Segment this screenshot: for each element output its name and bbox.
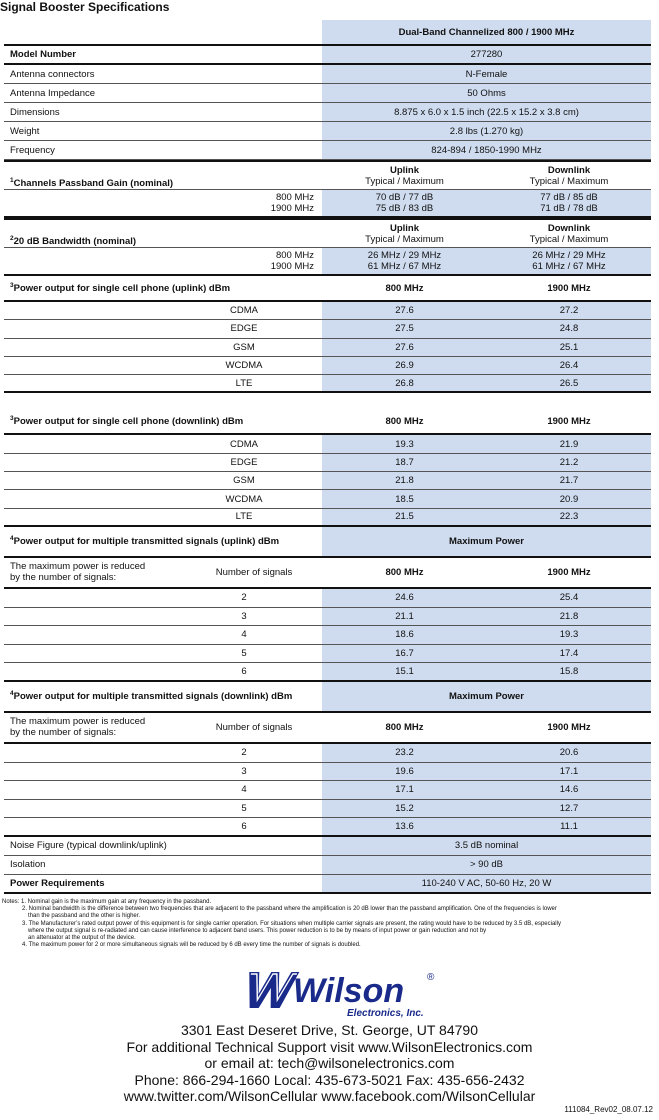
spec-value: > 90 dB: [469, 859, 503, 871]
signal-count: 6: [241, 666, 247, 678]
value-800: 17.1: [395, 784, 414, 796]
table-row: [4, 837, 651, 856]
value-800: 18.5: [395, 493, 414, 505]
value-800: 21.1: [395, 610, 414, 622]
band-label: 800 MHz: [275, 192, 314, 203]
table-row: [4, 800, 651, 819]
technology-label: WCDMA: [225, 360, 263, 372]
value-1900: 26.5: [559, 377, 579, 389]
gain-title: Channels Passband Gain (nominal): [13, 178, 174, 190]
logo-subtitle: Electronics, Inc.: [347, 1008, 424, 1019]
revision-code: 111084_Rev02_08.07.12: [564, 1105, 653, 1114]
value-1900: 15.8: [559, 666, 579, 678]
value-1900: 25.4: [559, 592, 579, 604]
value-800: 27.5: [395, 323, 414, 335]
value-800: 18.7: [395, 456, 414, 468]
table-row: [4, 435, 651, 453]
table-row: [4, 875, 651, 894]
table-row: [4, 589, 651, 608]
multi_down-label: [10, 690, 292, 702]
signal-count: 3: [241, 610, 247, 622]
signal-count: 5: [241, 803, 247, 815]
signal-count: 6: [241, 821, 247, 833]
table-row: [4, 65, 651, 84]
contact-line: 3301 East Deseret Drive, St. George, UT 84790: [180, 1022, 478, 1038]
spec-label: Isolation: [10, 859, 46, 871]
multi_down-title: Power output for multiple transmitted signals (downlink) dBm: [13, 691, 293, 703]
col-1900-header: 1900 MHz: [547, 566, 591, 578]
spec-label: Noise Figure (typical downlink/uplink): [10, 840, 167, 852]
table-row: [4, 713, 651, 744]
table-row: [4, 645, 651, 664]
uplink-value: 75 dB / 83 dB: [375, 203, 434, 214]
specifications-table: [4, 20, 651, 894]
table-row: [4, 375, 651, 393]
col-800-header: 800 MHz: [385, 415, 424, 427]
value-800: 16.7: [395, 648, 414, 660]
contact-line: www.twitter.com/WilsonCellular www.facebook.com/WilsonCellular: [123, 1088, 536, 1104]
spec-label: Antenna Impedance: [10, 87, 96, 99]
signal-count: 3: [241, 765, 247, 777]
spec-label: Power Requirements: [10, 877, 105, 889]
value-800: 23.2: [395, 747, 414, 759]
single_up-footnote-marker: 3: [10, 281, 14, 289]
note-3-cont: where the output signal is re-radiated and can cause interference to adjacent band users. This power reduction is to be by means of input power or gain reduction and not by: [28, 927, 487, 934]
value-800: 21.8: [395, 475, 414, 487]
contact-line: or email at: tech@wilsonelectronics.com: [204, 1055, 455, 1071]
signal-count: 5: [241, 648, 247, 660]
table-row: [4, 46, 651, 65]
wilson-logo: [237, 964, 437, 1020]
typical-maximum: Typical / Maximum: [365, 233, 444, 245]
technology-label: EDGE: [230, 456, 258, 468]
value-800: 26.8: [395, 377, 414, 389]
table-row: [4, 103, 651, 122]
table-row: [4, 781, 651, 800]
table-row: [4, 218, 651, 248]
value-800: 27.6: [395, 305, 414, 317]
value-800: 13.6: [395, 821, 414, 833]
reduction-line-2: by the number of signals:: [10, 727, 117, 739]
spec-value: 277280: [470, 49, 503, 60]
bandwidth-title: 20 dB Bandwidth (nominal): [13, 236, 137, 248]
spec-value: 3.5 dB nominal: [454, 840, 519, 852]
gain-uplink-header: [322, 165, 487, 187]
table-row: [4, 818, 651, 837]
downlink-value: 61 MHz / 67 MHz: [532, 261, 606, 272]
value-800: 19.6: [395, 765, 414, 777]
uplink-label: Uplink: [389, 222, 420, 234]
table-row: [4, 682, 651, 713]
value-800: 15.1: [395, 666, 414, 678]
uplink-values: [322, 250, 487, 272]
spec-label: Frequency: [10, 144, 55, 156]
technology-label: CDMA: [230, 305, 258, 317]
value-1900: 25.1: [559, 341, 579, 353]
single_down-footnote-marker: 3: [10, 415, 14, 423]
value-1900: 20.6: [559, 747, 579, 759]
page-title: Signal Booster Specifications: [0, 0, 170, 14]
note-3: 3. The Manufacturer’s rated output power of this equipment is for single carrier operation. For situations when multiple carrier signals are present, the rating would have to be reduced by 3.5 dB, especially: [22, 920, 561, 927]
technology-label: LTE: [235, 511, 253, 523]
spec-label: Model Number: [10, 49, 76, 60]
uplink-label: Uplink: [389, 164, 420, 176]
signal-count: 4: [241, 784, 247, 796]
contact-block: [0, 1022, 659, 1105]
single_up-title: Power output for single cell phone (uplink) dBm: [13, 283, 231, 295]
downlink-value: 26 MHz / 29 MHz: [532, 250, 606, 261]
value-1900: 19.3: [559, 629, 579, 641]
value-800: 15.2: [395, 803, 414, 815]
table-row: [4, 248, 651, 276]
band-label: 1900 MHz: [270, 261, 314, 272]
registered-mark: ®: [427, 972, 435, 983]
table-row: [4, 393, 651, 409]
value-800: 26.9: [395, 360, 414, 372]
signal-count: 2: [241, 592, 247, 604]
table-row: [4, 320, 651, 338]
table-row: [4, 763, 651, 782]
multi_up-title: Power output for multiple transmitted signals (uplink) dBm: [13, 536, 280, 548]
table-row: [4, 558, 651, 589]
technology-label: GSM: [233, 475, 255, 487]
band-label: 1900 MHz: [270, 203, 314, 214]
value-1900: 12.7: [559, 803, 579, 815]
technology-label: GSM: [233, 341, 255, 353]
value-1900: 14.6: [559, 784, 579, 796]
number-of-signals-header: Number of signals: [215, 721, 293, 733]
table-row: [4, 302, 651, 320]
value-1900: 11.1: [560, 821, 578, 833]
single_down-label: [10, 415, 243, 427]
table-row: [4, 122, 651, 141]
value-800: 27.6: [395, 341, 414, 353]
downlink-values: [487, 250, 651, 272]
uplink-values: [322, 192, 487, 214]
value-1900: 20.9: [559, 493, 579, 505]
col-1900-header: 1900 MHz: [547, 415, 591, 427]
product-header: Dual-Band Channelized 800 / 1900 MHz: [398, 26, 575, 38]
spec-label: Weight: [10, 125, 40, 137]
value-1900: 21.2: [559, 456, 579, 468]
value-1900: 21.9: [559, 438, 579, 450]
col-800-header: 800 MHz: [385, 566, 424, 578]
downlink-value: 71 dB / 78 dB: [540, 203, 598, 214]
table-row: [4, 608, 651, 627]
band-labels: [164, 250, 314, 272]
spec-value: 2.8 lbs (1.270 kg): [449, 125, 524, 137]
col-800-header: 800 MHz: [385, 282, 424, 294]
table-row: [4, 663, 651, 682]
table-row: [4, 490, 651, 508]
table-row: [4, 141, 651, 160]
reduction-line-1: The maximum power is reduced: [10, 561, 146, 573]
technology-label: EDGE: [230, 323, 258, 335]
bandwidth-uplink-header: [322, 223, 487, 245]
table-row: [4, 527, 651, 558]
reduction-line-1: The maximum power is reduced: [10, 716, 146, 728]
reduction-line-2: by the number of signals:: [10, 572, 117, 584]
bandwidth-footnote-marker: 2: [10, 235, 14, 242]
multi_down-footnote-marker: 4: [10, 690, 14, 698]
spec-label: Dimensions: [10, 106, 60, 118]
value-1900: 17.4: [559, 648, 579, 660]
col-800-header: 800 MHz: [385, 721, 424, 733]
table-row: [4, 276, 651, 302]
bandwidth-downlink-header: [487, 223, 651, 245]
spec-value: 824-894 / 1850-1990 MHz: [431, 144, 542, 156]
number-of-signals-header: Number of signals: [215, 566, 293, 578]
gain-footnote-marker: 1: [10, 177, 14, 184]
value-1900: 27.2: [559, 305, 579, 317]
downlink-value: 77 dB / 85 dB: [540, 192, 598, 203]
note-3-cont2: an attenuator at the output of the device.: [28, 935, 136, 942]
band-labels: [164, 192, 314, 214]
band-label: 800 MHz: [275, 250, 314, 261]
downlink-values: [487, 192, 651, 214]
value-800: 24.6: [395, 592, 414, 604]
value-1900: 24.8: [559, 323, 579, 335]
multi_up-label: [10, 535, 279, 547]
note-2-cont: than the passband and the other is higher.: [28, 913, 141, 920]
typical-maximum: Typical / Maximum: [529, 233, 609, 245]
note-4: 4. The maximum power for 2 or more simultaneous signals will be reduced by 6 dB every time the number of signals is doubled.: [22, 942, 361, 949]
multi_up-footnote-marker: 4: [10, 535, 14, 543]
contact-line: For additional Technical Support visit www.WilsonElectronics.com: [126, 1038, 533, 1055]
spec-value: 110-240 V AC, 50-60 Hz, 20 W: [421, 877, 552, 889]
spec-value: 50 Ohms: [467, 87, 506, 99]
wilson-w-logo-icon: [237, 964, 437, 1020]
table-row: [4, 160, 651, 190]
col-1900-header: 1900 MHz: [547, 282, 591, 294]
table-row: [4, 472, 651, 490]
typical-maximum: Typical / Maximum: [529, 175, 609, 187]
downlink-label: Downlink: [547, 222, 591, 234]
uplink-value: 61 MHz / 67 MHz: [367, 261, 442, 272]
note-2: 2. Nominal bandwidth is the difference between two frequencies that are adjacent to the passband where the amplification is 20 dB lower than the passband amplification. One of the frequencies is lower: [22, 906, 557, 913]
technology-label: WCDMA: [225, 493, 263, 505]
table-row: [4, 190, 651, 218]
spec-value: N-Female: [465, 68, 508, 80]
value-1900: 17.1: [559, 765, 579, 777]
col-1900-header: 1900 MHz: [547, 721, 591, 733]
maximum-power-header: Maximum Power: [449, 535, 524, 547]
maximum-power-header: Maximum Power: [449, 690, 524, 702]
gain-label: [10, 177, 173, 189]
gain-downlink-header: [487, 165, 651, 187]
reduction-note: [10, 561, 145, 583]
single_up-label: [10, 282, 230, 294]
value-800: 21.5: [395, 511, 414, 523]
spec-label: Antenna connectors: [10, 68, 95, 80]
uplink-value: 26 MHz / 29 MHz: [367, 250, 442, 261]
signal-count: 2: [241, 747, 247, 759]
single_down-title: Power output for single cell phone (downlink) dBm: [13, 416, 244, 428]
table-row: [4, 20, 651, 46]
value-1900: 22.3: [559, 511, 579, 523]
technology-label: CDMA: [230, 438, 258, 450]
value-1900: 21.7: [559, 475, 579, 487]
value-800: 19.3: [395, 438, 414, 450]
footnotes: [2, 899, 652, 949]
value-1900: 21.8: [559, 610, 579, 622]
technology-label: LTE: [235, 377, 253, 389]
table-row: [4, 339, 651, 357]
spec-value: 8.875 x 6.0 x 1.5 inch (22.5 x 15.2 x 3.8 cm): [394, 106, 579, 118]
note-1: Notes: 1. Nominal gain is the maximum gain at any frequency in the passband.: [2, 899, 212, 905]
table-row: [4, 84, 651, 103]
table-row: [4, 454, 651, 472]
table-row: [4, 744, 651, 763]
logo-wordmark: Wilson: [293, 972, 405, 1010]
signal-count: 4: [241, 629, 247, 641]
value-800: 18.6: [395, 629, 414, 641]
table-row: [4, 357, 651, 375]
table-row: [4, 409, 651, 435]
uplink-value: 70 dB / 77 dB: [375, 192, 434, 203]
bandwidth-label: [10, 235, 136, 247]
downlink-label: Downlink: [547, 164, 591, 176]
table-row: [4, 856, 651, 875]
typical-maximum: Typical / Maximum: [365, 175, 444, 187]
contact-line: Phone: 866-294-1660 Local: 435-673-5021 Fax: 435-656-2432: [134, 1071, 525, 1088]
reduction-note: [10, 716, 145, 738]
value-1900: 26.4: [559, 360, 579, 372]
table-row: [4, 509, 651, 527]
table-row: [4, 626, 651, 645]
